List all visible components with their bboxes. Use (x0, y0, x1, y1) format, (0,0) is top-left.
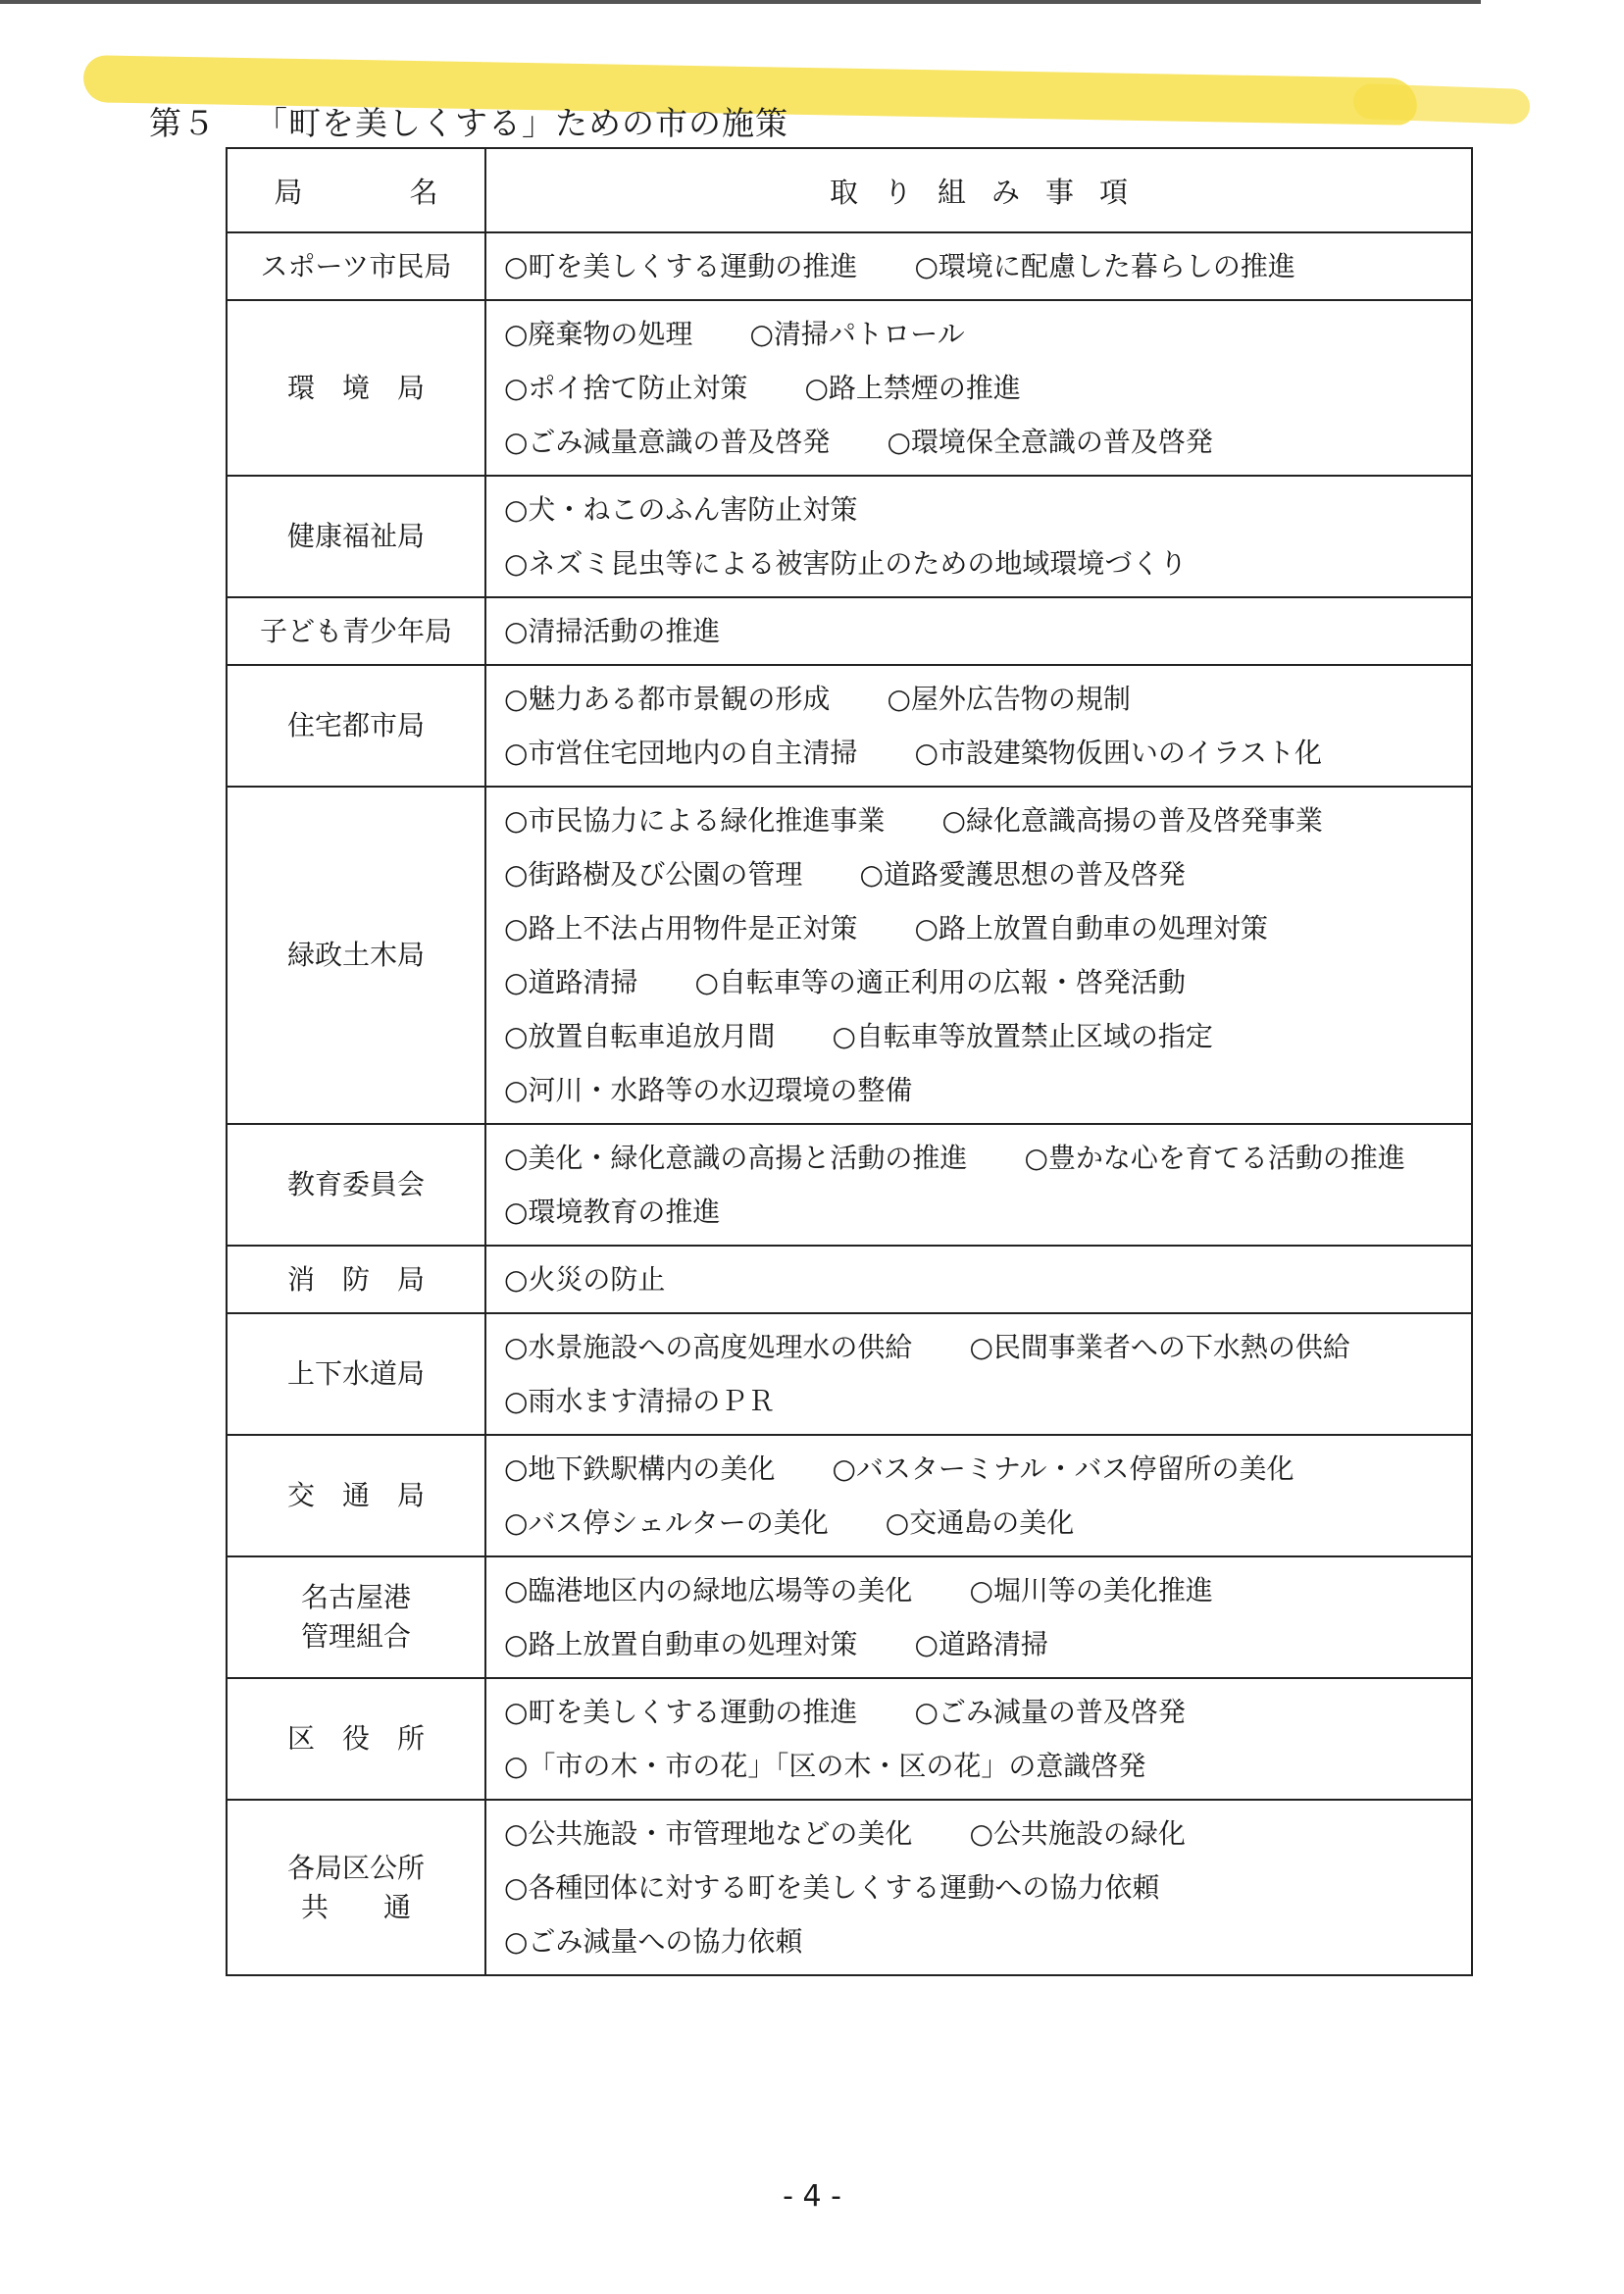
initiative-line (504, 847, 1471, 901)
table-row (227, 232, 1472, 300)
initiatives-cell (485, 787, 1472, 1124)
header-items: 取り組み事項 (485, 148, 1472, 232)
initiative-item: ○環境保全意識の普及啓発 (887, 426, 1213, 458)
initiatives-cell (485, 1556, 1472, 1678)
initiative-line (504, 901, 1471, 955)
bureau-name-cell (227, 1246, 485, 1313)
bureau-name: 住宅都市局 (286, 709, 425, 741)
highlighter-mark-tail (1352, 83, 1530, 125)
initiatives-cell (485, 1435, 1472, 1556)
initiative-line (504, 1807, 1471, 1861)
initiative-line (504, 1009, 1471, 1063)
initiative-item: ○「市の木・市の花」「区の木・区の花」の意識啓発 (504, 1750, 1146, 1782)
initiative-item: ○屋外広告物の規制 (887, 683, 1131, 715)
initiative-line (504, 1252, 1471, 1306)
initiative-item: ○民間事業者への下水熱の供給 (969, 1331, 1350, 1363)
initiative-item: ○ポイ捨て防止対策 (504, 372, 748, 404)
initiative-line (504, 239, 1471, 293)
initiative-line (504, 1617, 1471, 1671)
initiative-item: ○路上放置自動車の処理対策 (504, 1628, 858, 1660)
initiative-line (504, 1063, 1471, 1117)
bureau-name-cell (227, 1800, 485, 1975)
bureau-name: 環 境 局 (286, 371, 425, 404)
table-row (227, 1313, 1472, 1435)
initiative-line (504, 604, 1471, 658)
initiative-item: ○火災の防止 (504, 1263, 666, 1296)
initiative-item: ○道路愛護思想の普及啓発 (859, 858, 1186, 891)
initiative-item: ○市営住宅団地内の自主清掃 (504, 737, 858, 769)
initiative-line (504, 536, 1471, 590)
initiative-item: ○ごみ減量の普及啓発 (914, 1696, 1186, 1728)
initiative-item: ○清掃活動の推進 (504, 615, 721, 647)
initiatives-cell (485, 597, 1472, 665)
initiative-line (504, 672, 1471, 726)
section-title: 「町を美しくする」ための市の施策 (255, 104, 788, 142)
initiative-item: ○市設建築物仮囲いのイラスト化 (914, 737, 1323, 769)
initiative-item: ○臨港地区内の緑地広場等の美化 (504, 1574, 913, 1606)
initiative-item: ○清掃パトロール (749, 318, 965, 350)
table-row (227, 1678, 1472, 1800)
bureau-name: 交 通 局 (286, 1479, 425, 1511)
initiative-item: ○自転車等放置禁止区域の指定 (832, 1020, 1213, 1052)
initiative-item: ○市民協力による緑化推進事業 (504, 804, 886, 837)
initiative-item: ○交通島の美化 (885, 1506, 1075, 1539)
initiative-line (504, 307, 1471, 361)
initiative-item: ○放置自転車追放月間 (504, 1020, 776, 1052)
initiative-line (504, 361, 1471, 415)
bureau-name: 上下水道局 (286, 1357, 425, 1390)
initiatives-cell (485, 476, 1472, 597)
bureau-name: 名古屋港 (300, 1581, 411, 1613)
bureau-name: スポーツ市民局 (260, 249, 452, 282)
bureau-name: 管理組合 (300, 1620, 411, 1653)
initiative-item: ○公共施設の緑化 (969, 1817, 1186, 1850)
initiative-line (504, 955, 1471, 1009)
initiative-item: ○犬・ねこのふん害防止対策 (504, 493, 858, 526)
initiative-item: ○堀川等の美化推進 (969, 1574, 1213, 1606)
header-bureau: 局 名 (227, 148, 485, 232)
bureau-name-cell (227, 1313, 485, 1435)
initiatives-cell (485, 1313, 1472, 1435)
bureau-name-cell (227, 665, 485, 787)
bureau-name: 子ども青少年局 (259, 614, 452, 647)
initiative-line (504, 1563, 1471, 1617)
initiative-item: ○豊かな心を育てる活動の推進 (1024, 1142, 1405, 1174)
bureau-name-cell (227, 1556, 485, 1678)
bureau-name: 共 通 (300, 1890, 411, 1923)
table-row (227, 1435, 1472, 1556)
table-row (227, 1556, 1472, 1678)
table-row (227, 300, 1472, 476)
initiative-line (504, 1442, 1471, 1496)
initiatives-cell (485, 1124, 1472, 1246)
table-body (227, 232, 1472, 1975)
initiative-item: ○緑化意識高揚の普及啓発事業 (941, 804, 1323, 837)
initiatives-cell (485, 665, 1472, 787)
bureau-name: 区 役 所 (286, 1722, 425, 1755)
table-header-row (227, 148, 1472, 232)
initiative-line (504, 1131, 1471, 1185)
bureau-name-cell (227, 1124, 485, 1246)
initiative-item: ○ごみ減量意識の普及啓発 (504, 426, 831, 458)
initiative-item: ○環境に配慮した暮らしの推進 (914, 250, 1295, 282)
initiative-line (504, 415, 1471, 469)
initiatives-cell (485, 1246, 1472, 1313)
policy-table (226, 147, 1473, 1976)
initiative-item: ○路上放置自動車の処理対策 (914, 912, 1268, 944)
table-row (227, 1124, 1472, 1246)
initiative-item: ○道路清掃 (504, 966, 638, 998)
bureau-name: 教育委員会 (286, 1168, 425, 1200)
bureau-name-cell (227, 1435, 485, 1556)
table-row (227, 476, 1472, 597)
initiative-item: ○河川・水路等の水辺環境の整備 (504, 1074, 913, 1106)
initiative-item: ○バス停シェルターの美化 (504, 1506, 829, 1539)
initiative-line (504, 1185, 1471, 1239)
initiative-line (504, 1914, 1471, 1968)
table-row (227, 597, 1472, 665)
initiatives-cell (485, 232, 1472, 300)
bureau-name-cell (227, 1678, 485, 1800)
initiative-item: ○水景施設への高度処理水の供給 (504, 1331, 913, 1363)
bureau-name-cell (227, 300, 485, 476)
bureau-name-cell (227, 476, 485, 597)
initiative-line (504, 793, 1471, 847)
initiative-item: ○美化・緑化意識の高揚と活動の推進 (504, 1142, 968, 1174)
initiative-item: ○路上禁煙の推進 (804, 372, 1021, 404)
initiative-item: ○路上不法占用物件是正対策 (504, 912, 858, 944)
initiatives-cell (485, 300, 1472, 476)
initiative-item: ○自転車等の適正利用の広報・啓発活動 (694, 966, 1186, 998)
initiative-line (504, 1320, 1471, 1374)
section-number: 第５ (149, 104, 216, 142)
table-row (227, 665, 1472, 787)
initiative-line (504, 1374, 1471, 1428)
bureau-name: 緑政土木局 (286, 939, 425, 971)
bureau-name-cell (227, 597, 485, 665)
initiative-item: ○廃棄物の処理 (504, 318, 693, 350)
initiative-item: ○町を美しくする運動の推進 (504, 1696, 858, 1728)
initiative-item: ○町を美しくする運動の推進 (504, 250, 858, 282)
initiative-line (504, 1685, 1471, 1739)
bureau-name: 消 防 局 (286, 1262, 425, 1296)
initiative-item: ○雨水ます清掃のＰＲ (504, 1385, 776, 1417)
initiative-item: ○道路清掃 (914, 1628, 1048, 1660)
page-title (149, 98, 788, 144)
initiative-line (504, 483, 1471, 536)
bureau-name: 健康福祉局 (286, 520, 425, 552)
table-row (227, 1246, 1472, 1313)
table-row (227, 787, 1472, 1124)
page-number: - 4 - (783, 2179, 841, 2214)
initiative-line (504, 1739, 1471, 1793)
initiative-item: ○ネズミ昆虫等による被害防止のための地域環境づくり (504, 547, 1188, 580)
initiative-item: ○魅力ある都市景観の形成 (504, 683, 831, 715)
initiative-line (504, 1496, 1471, 1550)
initiatives-cell (485, 1800, 1472, 1975)
bureau-name-cell (227, 787, 485, 1124)
initiative-item: ○公共施設・市管理地などの美化 (504, 1817, 913, 1850)
initiative-item: ○ごみ減量への協力依頼 (504, 1925, 803, 1958)
initiative-item: ○バスターミナル・バス停留所の美化 (832, 1453, 1294, 1485)
initiatives-cell (485, 1678, 1472, 1800)
initiative-item: ○街路樹及び公園の管理 (504, 858, 803, 891)
initiative-line (504, 1861, 1471, 1914)
initiative-item: ○地下鉄駅構内の美化 (504, 1453, 776, 1485)
initiative-item: ○環境教育の推進 (504, 1196, 721, 1228)
table-row (227, 1800, 1472, 1975)
top-border-line (0, 0, 1481, 4)
initiative-line (504, 726, 1471, 780)
bureau-name: 各局区公所 (286, 1851, 425, 1884)
initiative-item: ○各種団体に対する町を美しくする運動への協力依頼 (504, 1871, 1160, 1904)
bureau-name-cell (227, 232, 485, 300)
